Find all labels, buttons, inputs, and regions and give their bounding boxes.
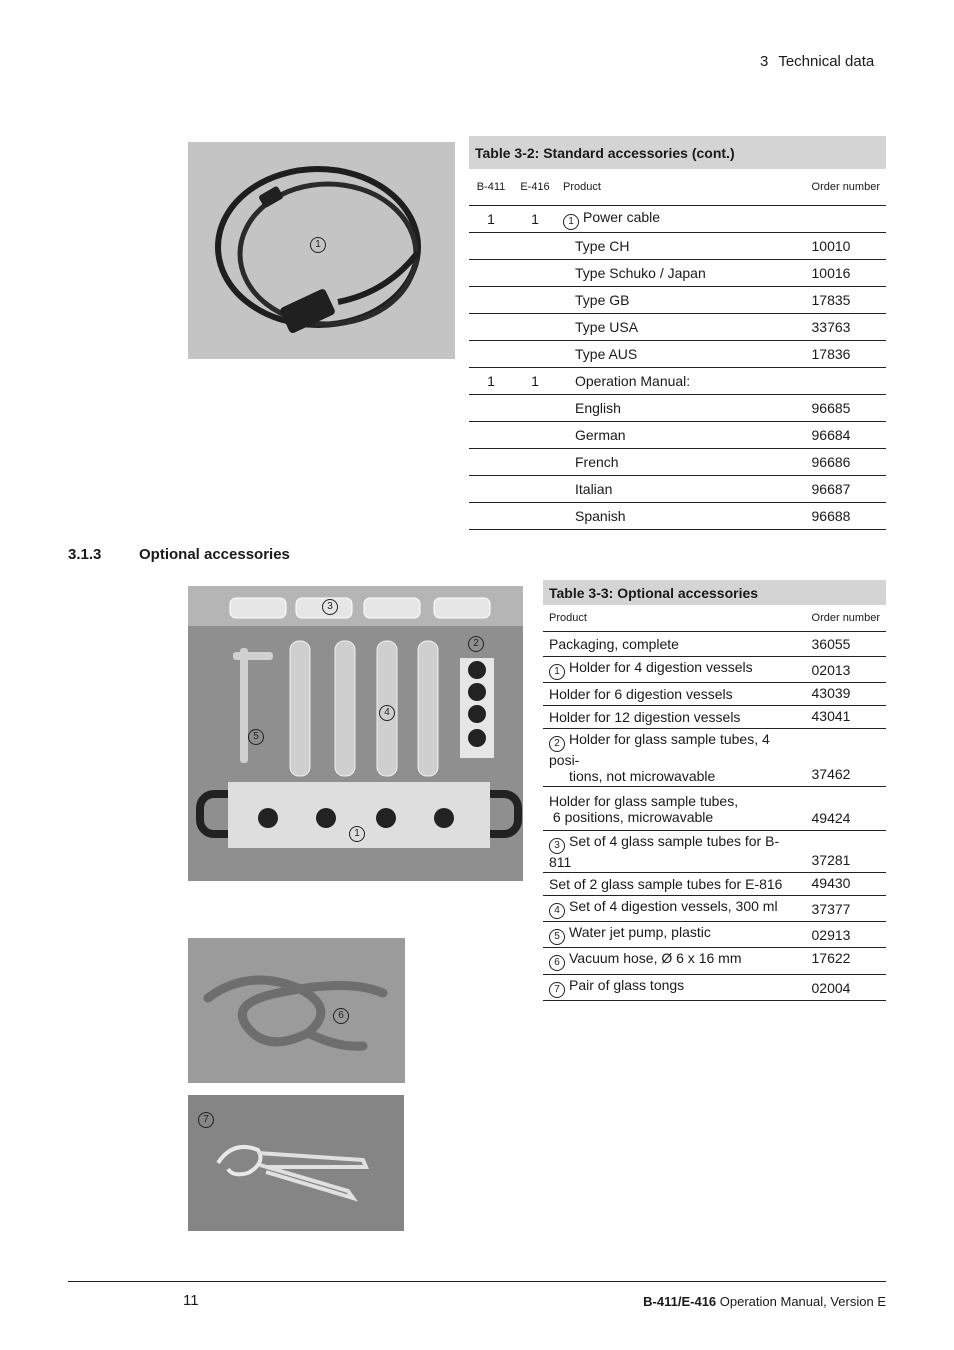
cell-product: French	[557, 449, 806, 476]
table-row	[469, 206, 886, 233]
cell-order: 96688	[806, 503, 886, 530]
cell-product: Type CH	[557, 233, 806, 260]
product-text: Set of 4 glass sample tubes for B-811	[549, 833, 780, 870]
table-row	[469, 368, 886, 395]
cell-product: Set of 2 glass sample tubes for E-816	[543, 873, 806, 896]
cell-product	[543, 896, 806, 922]
cell-b411: 1	[469, 206, 513, 233]
callout-1: 1	[563, 214, 579, 230]
callout-6: 6	[549, 955, 565, 971]
standard-accessories-table	[469, 136, 886, 530]
product-text-line2: 6 positions, microwavable	[549, 808, 714, 825]
cell-product	[543, 831, 806, 873]
table-row	[543, 706, 886, 729]
cell-order: 96684	[806, 422, 886, 449]
cell-order: 49430	[806, 873, 886, 896]
callout-4: 4	[379, 705, 395, 721]
product-text: Holder for glass sample tubes, 4 posi-	[549, 731, 770, 768]
product-text: Water jet pump, plastic	[569, 924, 711, 940]
chapter-number: 3	[760, 53, 769, 70]
cell-order: 17835	[806, 287, 886, 314]
table-row	[469, 503, 886, 530]
table-row	[469, 314, 886, 341]
vacuum-hose-photo	[188, 938, 405, 1083]
table-row	[543, 896, 886, 922]
callout-7: 7	[198, 1112, 214, 1128]
cell-order: 02004	[806, 975, 886, 1001]
cell-order: 17836	[806, 341, 886, 368]
cell-order: 96687	[806, 476, 886, 503]
cell-product: Italian	[557, 476, 806, 503]
cell-order: 10010	[806, 233, 886, 260]
col-product: Product	[557, 169, 806, 206]
table-row	[543, 657, 886, 683]
cell-product: Operation Manual:	[557, 368, 806, 395]
footer-document-title	[600, 1294, 886, 1309]
running-header	[760, 53, 874, 70]
callout-1: 1	[310, 237, 326, 253]
cell-product: Holder for 12 digestion vessels	[543, 706, 806, 729]
callout-7: 7	[549, 982, 565, 998]
product-text: Holder for glass sample tubes,	[549, 792, 739, 809]
table-row	[469, 449, 886, 476]
footer-model: B-411/E-416	[643, 1294, 717, 1309]
cell-product	[543, 657, 806, 683]
cell-product: Packaging, complete	[543, 632, 806, 657]
callout-3: 3	[322, 599, 338, 615]
col-product: Product	[543, 605, 806, 632]
table-row	[543, 948, 886, 975]
product-text: Power cable	[583, 208, 661, 225]
cell-order	[806, 206, 886, 233]
table-row	[543, 922, 886, 948]
col-b411: B-411	[469, 169, 513, 206]
cell-order: 02013	[806, 657, 886, 683]
cell-order: 37377	[806, 896, 886, 922]
table-caption: Table 3-3: Optional accessories	[543, 580, 886, 605]
cell-order: 17622	[806, 948, 886, 975]
cell-order: 37281	[806, 831, 886, 873]
table-row	[469, 233, 886, 260]
cell-product	[543, 975, 806, 1001]
cell-order: 96685	[806, 395, 886, 422]
cell-order: 36055	[806, 632, 886, 657]
tongs-illustration	[188, 1095, 404, 1231]
table-caption: Table 3-2: Standard accessories (cont.)	[469, 136, 886, 169]
cell-order: 37462	[806, 729, 886, 787]
cell-product	[543, 922, 806, 948]
optional-accessories-photo	[188, 586, 523, 881]
cell-b411: 1	[469, 368, 513, 395]
table-row	[469, 341, 886, 368]
table-row	[543, 873, 886, 896]
product-text: Pair of glass tongs	[569, 977, 685, 993]
cell-product: Type GB	[557, 287, 806, 314]
col-order-number: Order number	[806, 169, 886, 206]
cell-product	[543, 787, 806, 831]
cell-order: 49424	[806, 787, 886, 831]
footer-doc: Operation Manual, Version E	[716, 1294, 886, 1309]
callout-3: 3	[549, 838, 565, 854]
chapter-title: Technical data	[778, 53, 875, 70]
cell-order: 43039	[806, 683, 886, 706]
table-row	[543, 831, 886, 873]
callout-6: 6	[333, 1008, 349, 1024]
page-number: 11	[183, 1292, 199, 1309]
table-row	[543, 787, 886, 831]
table-row	[543, 632, 886, 657]
cell-order: 02913	[806, 922, 886, 948]
product-text: Set of 4 digestion vessels, 300 ml	[569, 898, 778, 914]
cell-order: 96686	[806, 449, 886, 476]
cell-order: 10016	[806, 260, 886, 287]
glass-tongs-photo	[188, 1095, 404, 1231]
cell-e416: 1	[513, 368, 557, 395]
cell-product: Spanish	[557, 503, 806, 530]
col-e416: E-416	[513, 169, 557, 206]
cell-product	[543, 729, 806, 787]
section-title: Optional accessories	[139, 546, 290, 563]
product-text-line2: tions, not microwavable	[569, 768, 716, 784]
cell-product: German	[557, 422, 806, 449]
cell-product: Type USA	[557, 314, 806, 341]
callout-4: 4	[549, 903, 565, 919]
product-text: Holder for 4 digestion vessels	[569, 659, 753, 675]
cell-order	[806, 368, 886, 395]
power-cable-photo	[188, 142, 455, 359]
table-row	[469, 476, 886, 503]
callout-5: 5	[549, 929, 565, 945]
col-order-number: Order number	[806, 605, 886, 632]
table-row	[469, 395, 886, 422]
table-row	[543, 729, 886, 787]
footer-divider	[68, 1281, 886, 1282]
cell-order: 33763	[806, 314, 886, 341]
callout-2: 2	[468, 636, 484, 652]
table-row	[469, 260, 886, 287]
table-row	[543, 683, 886, 706]
callout-1: 1	[349, 826, 365, 842]
cell-product: Type Schuko / Japan	[557, 260, 806, 287]
cell-e416: 1	[513, 206, 557, 233]
cell-product: English	[557, 395, 806, 422]
section-number: 3.1.3	[68, 546, 102, 563]
hose-illustration	[188, 938, 405, 1083]
cell-product: Type AUS	[557, 341, 806, 368]
callout-5: 5	[248, 729, 264, 745]
table-row	[469, 422, 886, 449]
cell-order: 43041	[806, 706, 886, 729]
table-row	[543, 975, 886, 1001]
cell-product: Holder for 6 digestion vessels	[543, 683, 806, 706]
callout-2: 2	[549, 736, 565, 752]
product-text: Vacuum hose, Ø 6 x 16 mm	[569, 950, 742, 966]
table-row	[469, 287, 886, 314]
callout-1: 1	[549, 664, 565, 680]
cell-product	[543, 948, 806, 975]
cell-product	[557, 206, 806, 233]
optional-accessories-table	[543, 580, 886, 1001]
